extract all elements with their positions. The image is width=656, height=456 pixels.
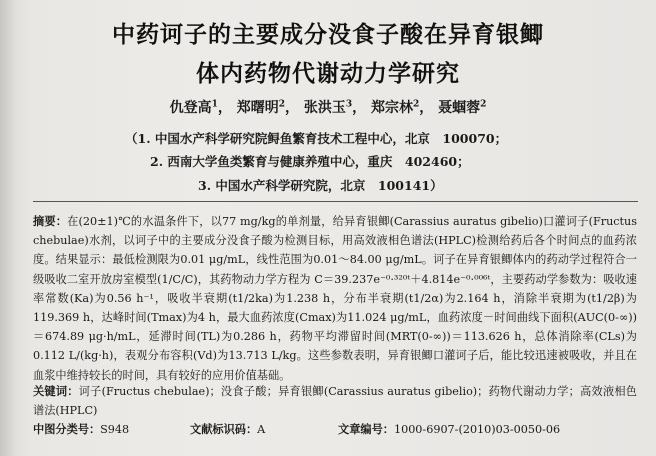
author: 仇登高 [169, 100, 212, 116]
title-line-2: 体内药物代谢动力学研究 [196, 61, 460, 87]
article-number-value: 1000-6907-(2010)03-0050-06 [393, 423, 561, 436]
author-separator: ， [419, 100, 434, 116]
affiliation-3: 3. 中国水产科学研究院，北京 100141） [198, 178, 443, 193]
author: 郑宗林 [371, 100, 413, 116]
article-number-label: 文章编号： [338, 423, 394, 436]
author-separator: ， [217, 100, 232, 116]
document-code-label: 文献标识码： [190, 423, 258, 436]
document-code [190, 421, 265, 437]
keywords-heading: 关键词： [33, 385, 79, 398]
author: 张洪玉 [303, 100, 346, 116]
divider-rule [33, 201, 638, 202]
title-line-1: 中药诃子的主要成分没食子酸在异育银鲫 [112, 22, 544, 48]
author: 聂蝈蓉 [438, 100, 481, 116]
author: 郑曙明 [236, 100, 279, 116]
keywords-text: 诃子(Fructus chebulae)；没食子酸；异育银鲫(Carassius auratus gibelio)；药物代谢动力学；高效液相色谱法(HPLC) [33, 385, 637, 417]
affiliation-2: 2. 西南大学鱼类繁育与健康养殖中心，重庆 402460； [150, 154, 470, 169]
author-affiliation-mark: 2 [278, 99, 285, 110]
author-affiliation-mark: 1 [211, 99, 218, 110]
author-list [0, 97, 656, 117]
document-code-value: A [257, 423, 266, 436]
article-number [338, 421, 560, 437]
affiliation-1: （1. 中国水产科学研究院鲟鱼繁育技术工程中心，北京 100070； [125, 131, 508, 146]
abstract-block [33, 212, 637, 385]
author-separator: ， [284, 100, 299, 116]
clc-value: S948 [100, 423, 130, 436]
abstract-text: 在(20±1)℃的水温条件下，以77 mg/kg的单剂量，给异育银鲫(Carassius auratus gibelio)口灌诃子(Fructus chebulae)水剂，以诃子中的主要成分没食子酸为检测目标，用高效液相色谱法(HPLC)检测给药后各个时间点的血药浓度。结果显示：最低检测限为0.01 μg/mL，线性范围为0.01～84.00 μg/mL。诃子在异育银鲫体内的药动学过程符合一级吸收二室开放房室模型(1/C/C)，其药物动力学方程为 C＝39.237e⁻⁰·³²⁰ᵗ＋4.814e⁻⁰·⁰⁰⁶ᵗ，主要药动学参数为：吸收速率常数(Ka)为0.56 h⁻¹，吸收半衰期(t1/2ka)为1.238 h，分布半衰期(t1/2α)为2.164 h，消除半衰期为(t1/2β)为119.369 h，达峰时间(Tmax)为4 h，最大血药浓度(Cmax)为11.024 μg/mL，血药浓度－时间曲线下面积(AUC(0-∞))＝674.89 μg·h/mL，延滞时间(TL)为0.286 h，药物平均滞留时间(MRT(0-∞))＝113.626 h，总体消除率(CLs)为0.112 L/(kg·h)，表观分布容积(Vd)为13.713 L/kg。这些参数表明，异育银鲫口灌诃子后，能比较迅速被吸收，并且在血浆中维持较长的时间，具有较好的应用价值基础。 [33, 215, 637, 382]
abstract-heading: 摘要： [33, 215, 68, 228]
author-affiliation-mark: 2 [480, 99, 487, 110]
author-affiliation-mark: 3 [345, 99, 353, 110]
clc-label: 中图分类号： [33, 423, 101, 436]
author-separator: ， [352, 100, 367, 116]
clc-number [33, 421, 129, 437]
keywords-block [33, 382, 637, 420]
author-affiliation-mark: 2 [413, 99, 420, 110]
